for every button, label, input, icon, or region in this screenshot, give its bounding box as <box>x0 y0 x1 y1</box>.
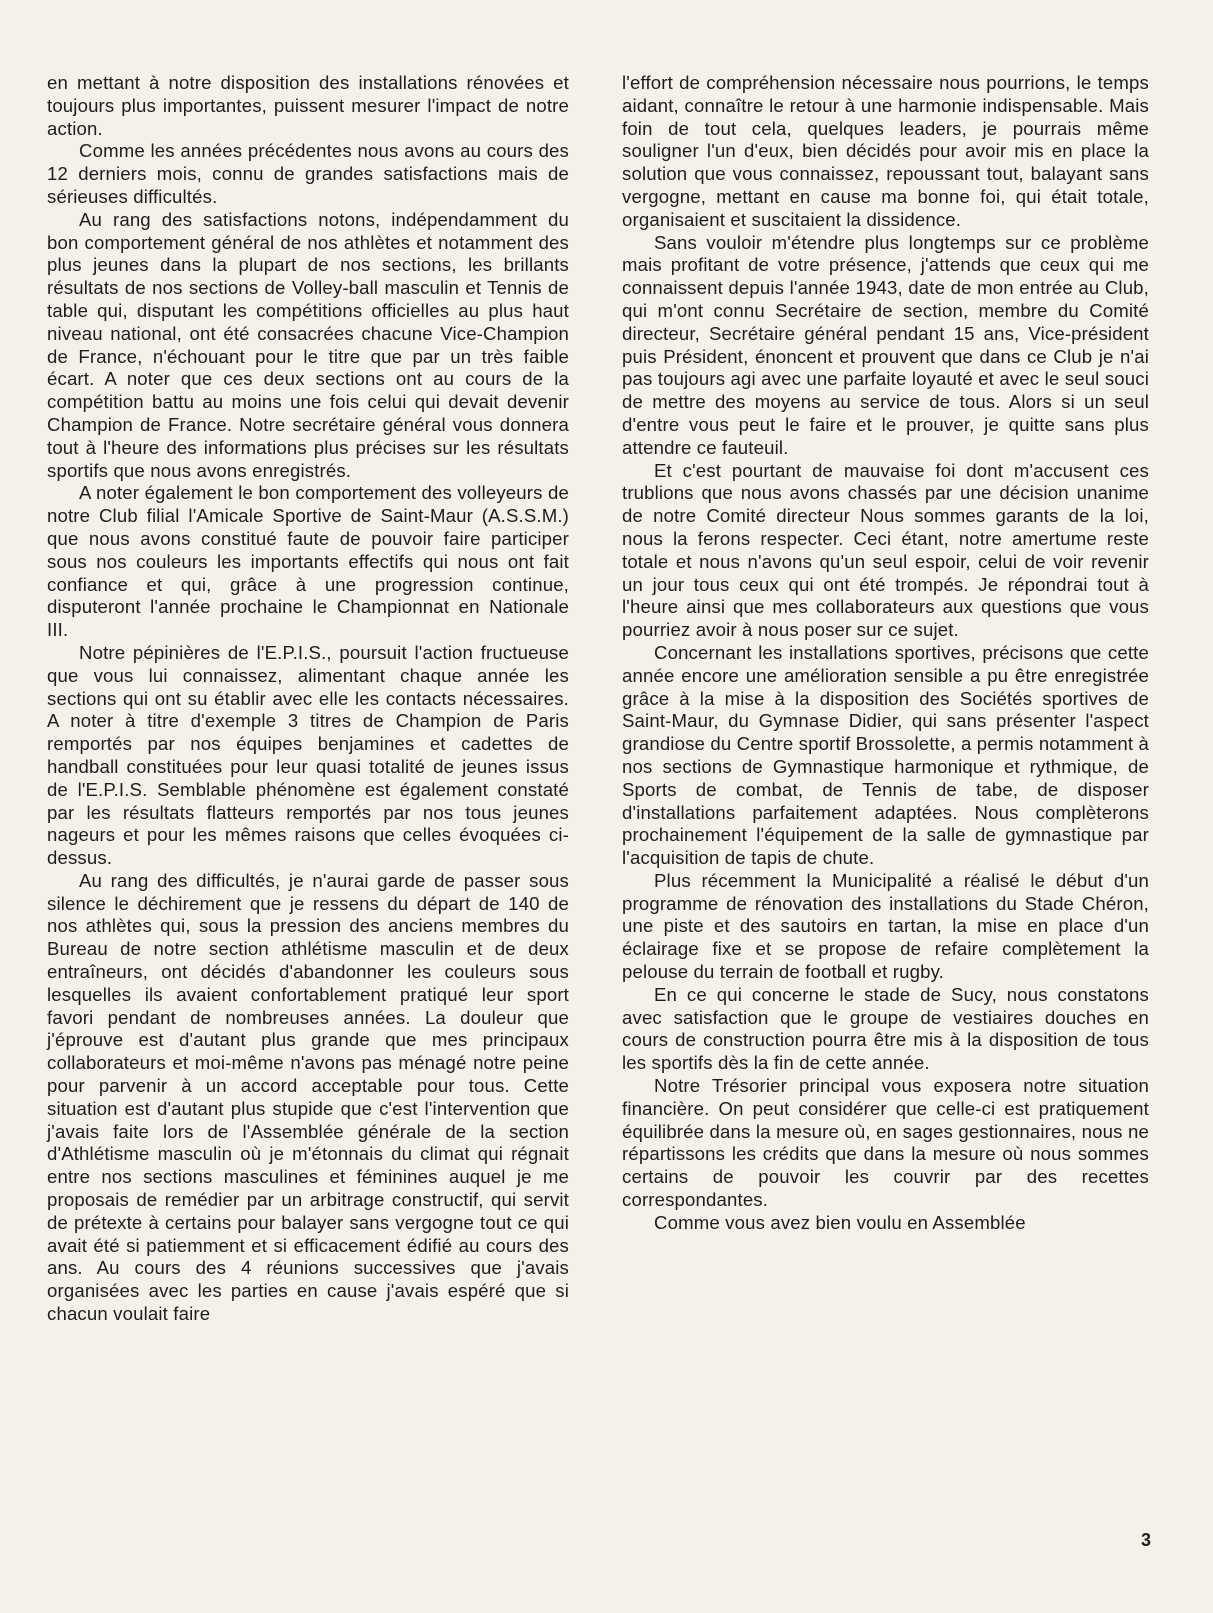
paragraph: En ce qui concerne le stade de Sucy, nous constatons avec satisfaction que le groupe de vestiaires douches en cours de construction pourra être mis à la disposition de tous les sportifs dès la fin de cette année. <box>622 983 1149 1074</box>
paragraph: Comme vous avez bien voulu en Assemblée <box>654 1211 1026 1233</box>
paragraph: Notre Trésorier principal vous exposera notre situation financière. On peut considérer que celle-ci est pratiquement équilibrée dans la mesure où, en sages gestionnaires, nous ne répartissons les crédits que dans la mesure où nous sommes certains de pouvoir les couvrir par des recettes correspondantes. <box>622 1075 1149 1211</box>
paragraph: Au rang des difficultés, je n'aurai garde de passer sous silence le déchirement que je ressens du départ de 140 de nos athlètes qui, sous la pression des anciens membres du Bureau de notre section athlétisme masculin et de deux entraîneurs, ont décidés d'abandonner les couleurs sous lesquelles ils avaient confortablement pratiqué leur sport favori pendant de nombreuses années. La douleur que j'éprouve est d'autant plus grande que mes principaux collaborateurs et moi-même n'avons pas ménagé notre peine pour parvenir à un accord acceptable pour tous. Cette situation est d'autant plus stupide que c'est l'intervention que j'avais faite lors de l'Assemblée générale de la section d'Athlétisme masculin où je m'étonnais du climat qui régnait entre nos sections masculines et féminines auquel je me proposais de remédier par un arbitrage constructif, qui servit de prétexte à certains pour balayer sans vergogne tout ce qui avait été si patiemment et si efficacement édifié au cours des ans. Au cours des 4 réunions successives que j'avais organisées avec les parties en cause j'avais espéré que si chacun voulait faire <box>47 869 569 1325</box>
paragraph: en mettant à notre disposition des installations rénovées et toujours plus importantes, puissent mesurer l'impact de notre action. <box>47 72 569 139</box>
left-column <box>47 72 569 1326</box>
paragraph: Notre pépinières de l'E.P.I.S., poursuit l'action fructueuse que vous lui connaissez, alimentant chaque année les sections qui ont su établir avec elle les contacts nécessaires. A noter à titre d'exemple 3 titres de Champion de Paris remportés par nos équipes benjamines et cadettes de handball constituées pour leur quasi totalité de jeunes issus de l'E.P.I.S. Semblable phénomène est également constaté par les résultats flatteurs remportés par nos tous jeunes nageurs et pour les mêmes raisons que celles évoquées ci-dessus. <box>47 641 569 869</box>
right-column <box>622 72 1149 1235</box>
paragraph: A noter également le bon comportement des volleyeurs de notre Club filial l'Amicale Sportive de Saint-Maur (A.S.S.M.) que nous avons constitué faute de pouvoir faire participer sous nos couleurs les importants effectifs qui nous ont fait confiance et qui, grâce à une progression continue, disputeront l'année prochaine le Championnat en Nationale III. <box>47 482 569 641</box>
paragraph: Au rang des satisfactions notons, indépendamment du bon comportement général de nos athlètes et notamment des plus jeunes dans la plupart de nos sections, les brillants résultats de nos sections de Volley-ball masculin et Tennis de table qui, disputant les compétitions officielles au plus haut niveau national, ont été consacrées chacune Vice-Champion de France, n'échouant pour le titre que par un très faible écart. A noter que ces deux sections ont au cours de la compétition battu au moins une fois celui qui devait devenir Champion de France. Notre secrétaire général vous donnera tout à l'heure des informations plus précises sur les résultats sportifs que nous avons enregistrés. <box>47 208 569 481</box>
paragraph: l'effort de compréhension nécessaire nous pourrions, le temps aidant, connaître le retour à une harmonie indispensable. Mais foin de tout cela, quelques leaders, je pourrais même souligner l'un d'eux, bien décidés pour avoir mis en place la solution que vous connaissez, repoussant tout, balayant sans vergogne, mettant en cause ma bonne foi, qui était totale, organisaient et suscitaient la dissidence. <box>622 72 1149 230</box>
page-number: 3 <box>1140 1530 1151 1550</box>
paragraph: Sans vouloir m'étendre plus longtemps sur ce problème mais profitant de votre présence, j'attends que ceux qui me connaissent depuis l'année 1943, date de mon entrée au Club, qui m'ont connu Secrétaire de section, membre du Comité directeur, Secrétaire général pendant 15 ans, Vice-président puis Président, énoncent et prouvent que dans ce Club je n'ai pas toujours agi avec une parfaite loyauté et avec le seul souci de mettre des moyens au service de tous. Alors si un seul d'entre vous peut le faire et le prouver, je quitte sans plus attendre ce fauteuil. <box>622 231 1149 458</box>
paragraph: Plus récemment la Municipalité a réalisé le début d'un programme de rénovation des installations du Stade Chéron, une piste et des sautoirs en tartan, la mise en place d'un éclairage fixe et se propose de refaire complètement la pelouse du terrain de football et rugby. <box>622 869 1149 983</box>
paragraph: Concernant les installations sportives, précisons que cette année encore une amélioration sensible a pu être enregistrée grâce à la mise à la disposition des Sociétés sportives de Saint-Maur, du Gymnase Didier, qui sans présenter l'aspect grandiose du Centre sportif Brossolette, a permis notamment à nos sections de Gymnastique harmonique et rythmique, de Sports de combat, de Tennis de tabe, de disposer d'installations parfaitement adaptées. Nous complèterons prochainement l'équipement de la salle de gymnastique par l'acquisition de tapis de chute. <box>622 641 1149 869</box>
paragraph: Et c'est pourtant de mauvaise foi dont m'accusent ces trublions que nous avons chassés par une décision unanime de notre Comité directeur Nous sommes garants de la loi, nous la ferons respecter. Ceci étant, notre amertume reste totale et nous n'avons qu'un seul espoir, celui de voir revenir un jour tous ceux qui ont été trompés. Je répondrai tout à l'heure ainsi que mes collaborateurs aux questions que vous pourriez avoir à nous poser sur ce sujet. <box>622 459 1149 641</box>
paragraph: Comme les années précédentes nous avons au cours des 12 derniers mois, connu de grandes satisfactions mais de sérieuses difficultés. <box>47 140 569 207</box>
